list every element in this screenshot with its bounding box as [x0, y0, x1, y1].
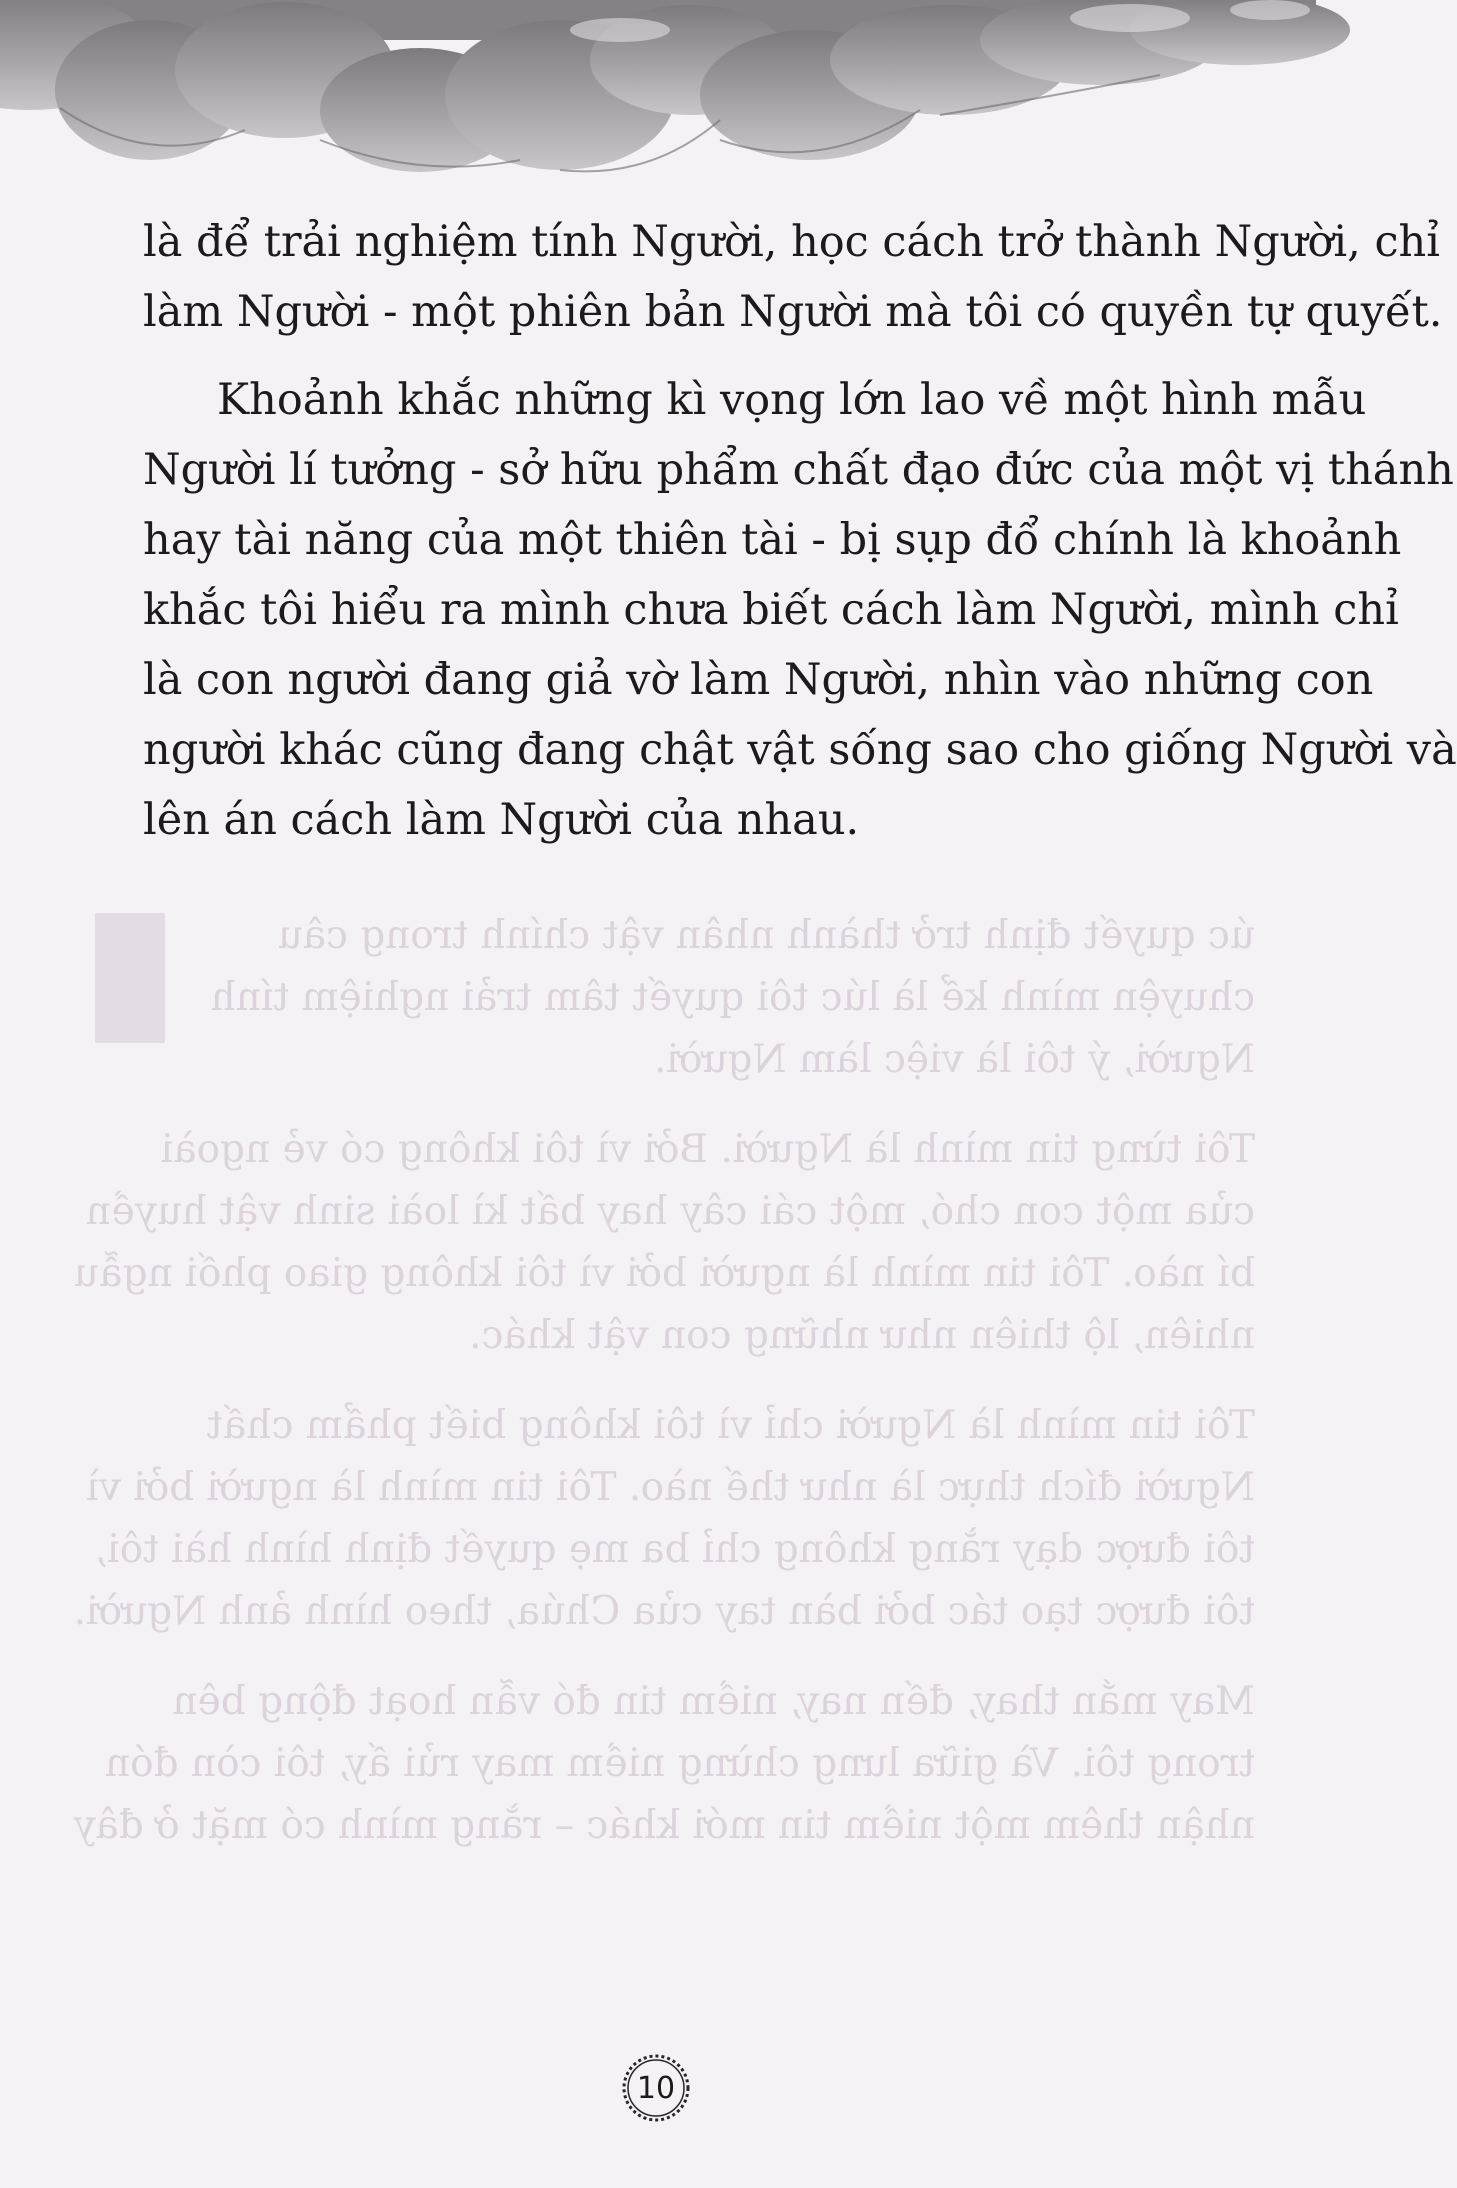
text-line: người khác cũng đang chật vật sống sao cho giống Người và	[143, 725, 1457, 775]
page-number-badge	[618, 2050, 694, 2126]
paragraph-continuation	[143, 207, 1443, 347]
text-line: khắc tôi hiểu ra mình chưa biết cách làm Người, mình chỉ	[143, 585, 1399, 635]
drop-cap-letter	[95, 913, 165, 1043]
bleed-paragraph: Tôi tin mình là Người chỉ vì tôi không biết phẩm chất Người đích thực là như thế nào. Tôi tin mình là người bởi vì tôi được dạy rằng không chỉ ba mẹ quyết định hình hài tôi, tôi được tạo tác bởi bàn tay của Chúa, theo hình ảnh Người.	[73, 1403, 1255, 1634]
bleed-paragraph: úc quyết định trở thành nhân vật chính trong câu chuyện mình kể là lúc tôi quyết tâm trải nghiệm tính Người, ý tôi là việc làm Người.	[210, 913, 1255, 1082]
bleed-through-text	[73, 905, 1255, 1885]
text-line: làm Người - một phiên bản Người mà tôi có quyền tự quyết.	[143, 287, 1443, 337]
text-line: là để trải nghiệm tính Người, học cách trở thành Người, chỉ	[143, 217, 1440, 267]
text-line: Người lí tưởng - sở hữu phẩm chất đạo đức của một vị thánh	[143, 445, 1454, 495]
text-line: là con người đang giả vờ làm Người, nhìn vào những con	[143, 655, 1374, 705]
page-number: 10	[636, 2070, 676, 2106]
text-line: hay tài năng của một thiên tài - bị sụp đổ chính là khoảnh	[143, 515, 1402, 565]
text-line: Khoảnh khắc những kì vọng lớn lao về một hình mẫu	[217, 375, 1367, 425]
bleed-paragraph: May mắn thay, đến nay, niềm tin đó vẫn hoạt động bên trong tôi. Và giữa lưng chừng niềm may rủi ấy, tôi còn đón nhận thêm một niềm tin mới khác – rằng mình có mặt ở đây	[73, 1679, 1255, 1848]
cloud-border-illustration	[0, 0, 1316, 200]
text-line: lên án cách làm Người của nhau.	[143, 795, 860, 845]
paragraph	[143, 365, 1457, 855]
bleed-paragraph: Tôi từng tin mình là Người. Bởi vì tôi không có vẻ ngoài của một con chó, một cái cây hay bất kì loài sinh vật huyền bí nào. Tôi tin mình là người bởi vì tôi không giao phối ngẫu nhiên, lộ thiên như những con vật khác.	[73, 1127, 1255, 1358]
